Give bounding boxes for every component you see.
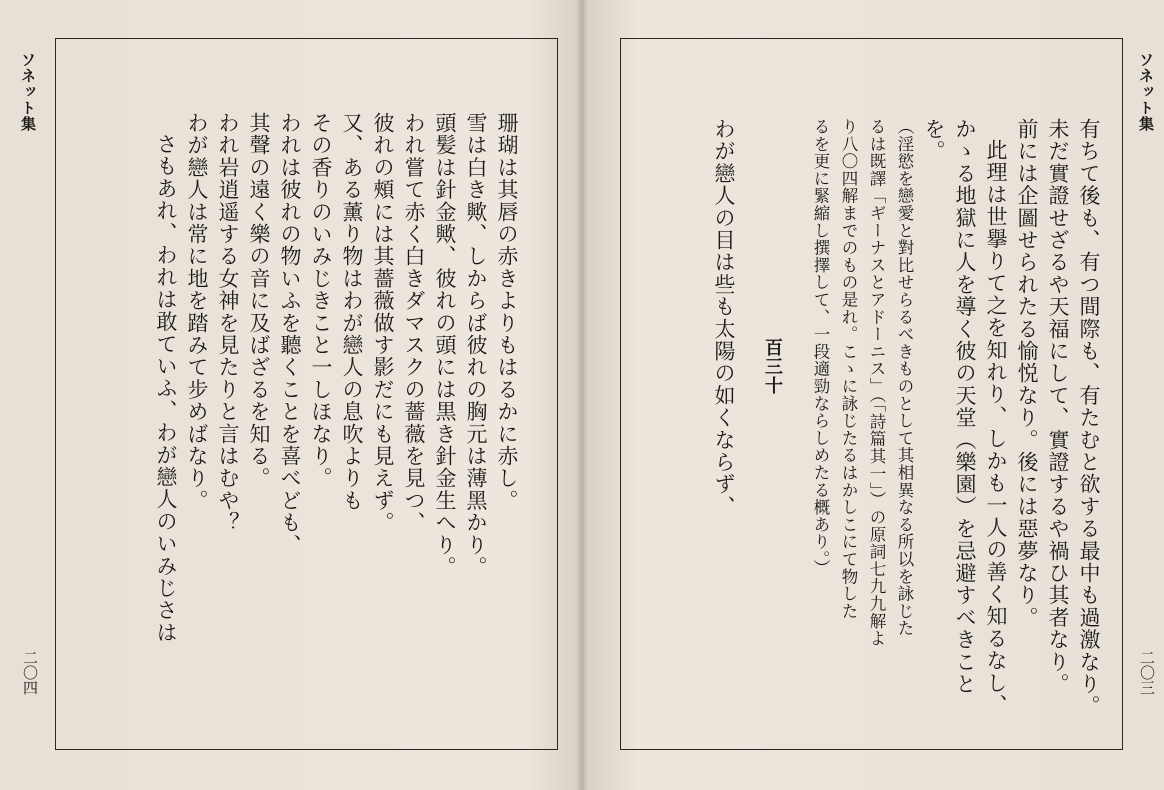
poem-line: 彼れの頰には其薔薇做す影だにも見えず。 xyxy=(371,112,395,534)
left-running-head: ソネット集 xyxy=(19,52,37,132)
commentary-line: （淫慾を戀愛と對比せらるべきものとして其相異なる所以を詠じた xyxy=(895,118,914,637)
poem-line: わが戀人は常に地を踏みて步めばなり。 xyxy=(185,112,209,512)
left-text-block xyxy=(150,112,522,712)
poem-line: 其聲の遠く樂の音に及ばざるを知る。 xyxy=(247,112,271,490)
poem-line: 頭髪は針金歟、彼れの頭には黒き針金生へり。 xyxy=(433,112,457,579)
commentary-line: り八〇四解までのもの是れ。こゝに詠じたるはかしこにて物した xyxy=(839,118,858,620)
commentary-line: るは既譯「ギーナスとアドーニス」（「詩篇其一」）の原詞七九九解よ xyxy=(867,118,886,647)
poem-line: 珊瑚は其唇の赤きよりもはるかに赤し。 xyxy=(495,112,519,512)
right-page xyxy=(582,0,1164,790)
poem-line: 未だ實證せざるや天福にして、實證するや禍ひ其者なり。 xyxy=(1046,118,1070,696)
right-text-block xyxy=(708,118,1104,718)
sonnet-number-heading: 百三十 xyxy=(762,338,783,396)
poem-line: われ岩逍遥する女神を見たりと言はむや？ xyxy=(216,112,240,534)
poem-line: われは彼れの物いふを聽くことを喜べども、 xyxy=(278,112,302,556)
poem-line: かゝる地獄に人を導く彼の天堂（樂園）を忌避すべきことを。 xyxy=(922,118,977,696)
right-page-number: 二〇三 xyxy=(1138,650,1156,695)
right-running-head: ソネット集 xyxy=(1137,52,1155,132)
poem-line: その香りのいみじきこと一しほなり。 xyxy=(309,112,333,490)
left-page-number: 二〇四 xyxy=(21,650,39,695)
poem-line: 前には企圖せられたる愉悦なり。後には惡夢なり。 xyxy=(1015,118,1039,629)
poem-line: 有ちて後も、有つ間際も、有たむと欲する最中も過激なり。 xyxy=(1077,118,1101,718)
poem-line: 又、ある薰り物はわが戀人の息吹よりも xyxy=(340,112,364,512)
poem-line: 此理は世擧りて之を知れり、しかも一人の善く知るなし、 xyxy=(984,139,1008,717)
poem-line: われ嘗て赤く白きダマスクの薔薇を見つ、 xyxy=(402,112,426,534)
commentary-line: るを更に緊縮し撰擇して、一段適勁ならしめたる概あり。） xyxy=(811,118,830,577)
poem-line: さもあれ、われは敢ていふ、わが戀人のいみじさは xyxy=(154,133,178,644)
poem-line: 雪は白き歟、しからば彼れの胸元は薄黑かり。 xyxy=(464,112,488,579)
poem-line: わが戀人の目は些も太陽の如くならず、 xyxy=(712,118,736,518)
